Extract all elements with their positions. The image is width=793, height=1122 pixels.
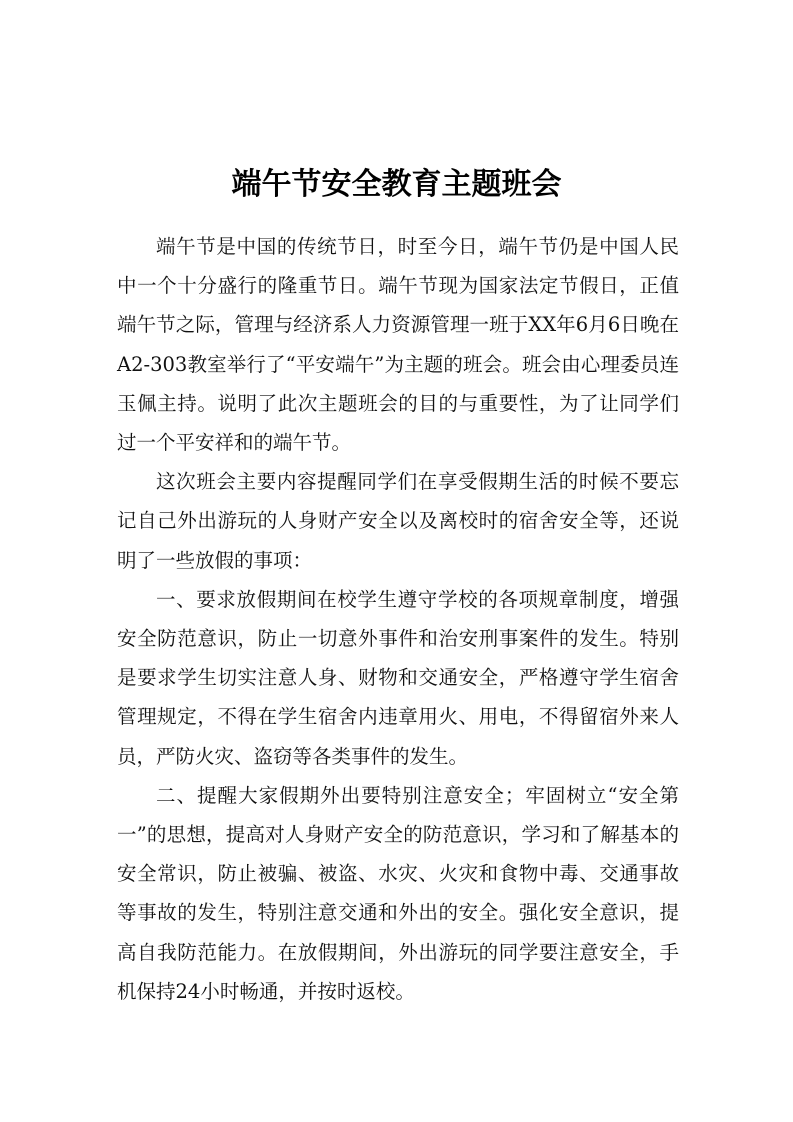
paragraph-intro: 端午节是中国的传统节日，时至今日，端午节仍是中国人民中一个十分盛行的隆重节日。端午节现为国家法定节假日，正值端午节之际，管理与经济系人力资源管理一班于XX年6月6日晚在A2-303教室举行了“平安端午”为主题的班会。班会由心理委员连玉佩主持。说明了此次主题班会的目的与重要性，为了让同学们过一个平安祥和的端午节。 bbox=[117, 235, 679, 455]
paragraph-item-one: 一、要求放假期间在校学生遵守学校的各项规章制度，增强安全防范意识，防止一切意外事件和治安刑事案件的发生。特别是要求学生切实注意人身、财物和交通安全，严格遵守学生宿舍管理规定，不得在学生宿舍内违章用火、用电，不得留宿外来人员，严防火灾、盗窃等各类事件的发生。 bbox=[117, 587, 679, 768]
document-title: 端午节安全教育主题班会 bbox=[231, 167, 562, 203]
document-body bbox=[117, 227, 679, 1011]
paragraph-content-summary: 这次班会主要内容提醒同学们在享受假期生活的时候不要忘记自己外出游玩的人身财产安全以及离校时的宿舍安全等，还说明了一些放假的事项： bbox=[117, 470, 679, 572]
paragraph-item-two: 二、提醒大家假期外出要特别注意安全；牢固树立“安全第一”的思想，提高对人身财产安全的防范意识，学习和了解基本的安全常识，防止被骗、被盗、水灾、火灾和食物中毒、交通事故等事故的发生，特别注意交通和外出的安全。强化安全意识，提高自我防范能力。在放假期间，外出游玩的同学要注意安全，手机保持24小时畅通，并按时返校。 bbox=[117, 783, 679, 1003]
